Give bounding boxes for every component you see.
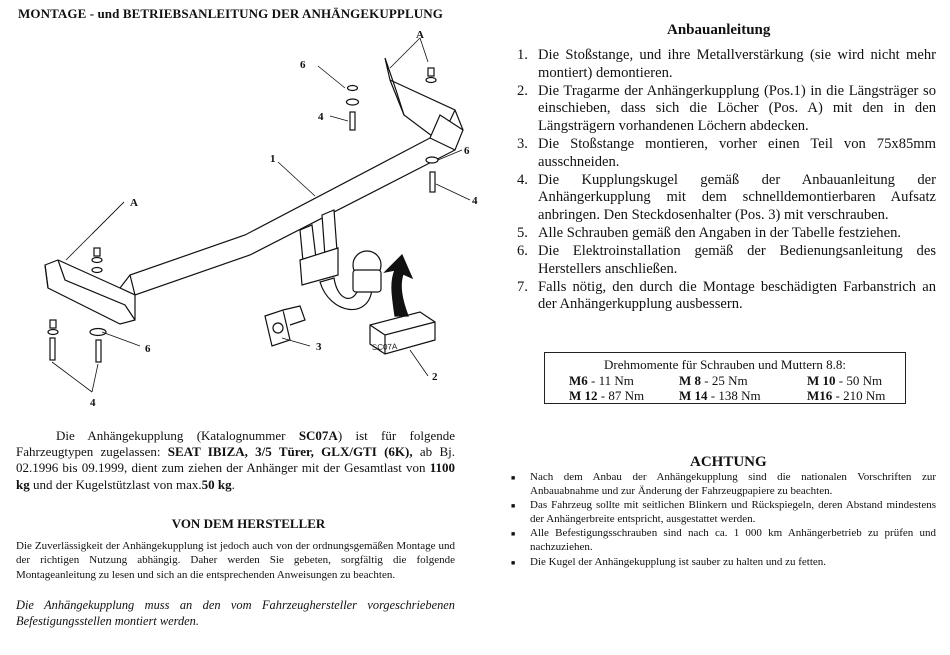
step-item: 7. Falls nötig, den durch die Montage beschädigten Farbanstrich an der Anhängerkupplung ausbessern. — [517, 278, 936, 313]
bullet-icon: ■ — [511, 558, 516, 567]
installation-steps — [512, 47, 936, 314]
torque-cell: M 8 - 25 Nm — [679, 373, 748, 388]
step-item: 5. Alle Schrauben gemäß den Angaben in der Tabelle festziehen. — [517, 224, 902, 241]
label-6-bottom: 6 — [145, 343, 151, 355]
installation-title: Anbauanleitung — [667, 22, 771, 38]
bullet-icon: ■ — [511, 530, 516, 539]
label-4-bottom: 4 — [90, 397, 96, 409]
crossbar — [120, 115, 463, 295]
step-item: 4. Die Kupplungskugel gemäß der Anbauanleitung der Anhängerkupplung mit dem schnelldemontierbaren Aufsatz anbringen. Den Steckdosenhalter (Pos. 3) mit verschrauben. — [517, 171, 936, 223]
box-code-label: SC07A — [371, 342, 398, 352]
bullet-icon: ■ — [511, 474, 516, 482]
warning-item: ■ Die Kugel der Anhängekupplung ist sauber zu halten und zu fetten. — [508, 556, 936, 570]
bullet-icon: ■ — [511, 502, 516, 511]
manufacturer-title: VON DEM HERSTELLER — [171, 516, 326, 531]
label-1: 1 — [270, 153, 276, 165]
label-4-top: 4 — [318, 111, 324, 123]
torque-cell: M16 - 210 Nm — [807, 388, 886, 403]
direction-arrow — [385, 255, 412, 316]
torque-cell: M 12 - 87 Nm — [569, 388, 645, 403]
step-item: 1. Die Stoßstange, und ihre Metallverstärkung (sie wird nicht mehr montiert) demontieren. — [517, 47, 936, 81]
warning-list — [508, 471, 936, 570]
warning-title: ACHTUNG — [690, 454, 767, 470]
label-6-top: 6 — [300, 59, 306, 71]
step-item: 6. Die Elektroinstallation gemäß der Bedienungsanleitung des Herstellers anschließen. — [517, 243, 936, 277]
label-a-top: A — [416, 29, 424, 41]
warning-item: ■ Alle Befestigungsschrauben sind nach ca. 1 000 km Anhängerbetrieb zu prüfen und nachzuziehen. — [511, 527, 936, 553]
torque-cell: M 10 - 50 Nm — [807, 373, 883, 388]
approval-paragraph: Die Anhängekupplung (Katalognummer SC07A) ist für folgende Fahrzeugtypen zugelassen: SEAT IBIZA, 3/5 Türer, GLX/GTI (6K), ab Bj. 02.1996 bis 09.1999, dient zum ziehen der Anhänger mit der Gesamtlast von 1100 kg und der Kugelstützlast von max.50 kg. — [16, 428, 455, 492]
step-item: 3. Die Stoßstange montieren, vorher einen Teil von 75x85mm ausschneiden. — [517, 135, 936, 170]
label-2: 2 — [432, 371, 438, 383]
manufacturer-note: Die Anhängekupplung muss an den vom Fahrzeughersteller vorgeschriebenen Befestigungsstellen montiert werden. — [16, 598, 455, 628]
torque-table — [544, 352, 906, 404]
label-6-right: 6 — [464, 145, 470, 157]
label-4-right: 4 — [472, 195, 478, 207]
left-side-arm — [45, 260, 135, 324]
step-item: 2. Die Tragarme der Anhängerkupplung (Pos.1) in die Längsträger so einschieben, dass sich die Löcher (Pos. A) mit den in den Längsträgern vorhandenen Löchern abdecken. — [517, 82, 936, 134]
label-a-left: A — [130, 197, 138, 209]
warning-item: ■ Das Fahrzeug sollte mit seitlichen Blinkern und Rückspiegeln, deren Abstand mindestens der Anhängerbreite entspricht, ausgestattet werden. — [511, 499, 936, 525]
torque-cell: M6 - 11 Nm — [569, 373, 634, 388]
document-title: MONTAGE - und BETRIEBSANLEITUNG DER ANHÄNGEKUPPLUNG — [18, 6, 443, 21]
towbar-assembly-diagram — [0, 20, 500, 420]
label-3: 3 — [316, 341, 322, 353]
manufacturer-text: Die Zuverlässigkeit der Anhängekupplung ist jedoch auch von der ordnungsgemäßen Montage und der richtigen Nutzung abhängig. Daher werden Sie gebeten, sorgfältig die folgende Montageanleitung zu lesen und sich an die entsprechenden Anweisungen zu beachten. — [16, 540, 455, 581]
torque-cell: M 14 - 138 Nm — [679, 388, 761, 403]
torque-title: Drehmomente für Schrauben und Muttern 8.8: — [604, 357, 846, 372]
warning-item: ■ Nach dem Anbau der Anhängekupplung sind die nationalen Vorschriften zur Anbauabnahme und zur Änderung der Fahrzeugpapiere zu beachten. — [511, 471, 936, 497]
